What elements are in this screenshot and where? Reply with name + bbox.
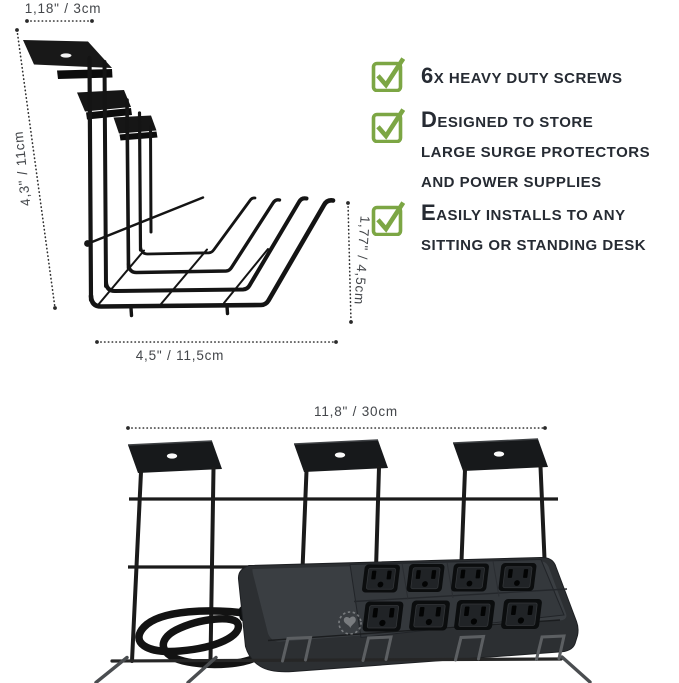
feature-initial: E (421, 200, 437, 225)
feature-line: AND POWER SUPPLIES (421, 174, 602, 191)
screw-hole (61, 53, 72, 57)
power-outlet (362, 565, 401, 593)
cage-rails (128, 499, 558, 567)
screw-hole (167, 453, 177, 458)
feature-item-storage (371, 106, 650, 198)
mount-knob (84, 240, 91, 247)
power-outlet (498, 563, 537, 591)
feature-text (421, 105, 650, 198)
power-outlet (409, 601, 451, 631)
power-outlet (501, 599, 543, 629)
checkbox-check-icon (371, 199, 405, 236)
screw-hole (494, 451, 504, 456)
feature-rest: X HEAVY DUTY SCREWS (433, 70, 623, 87)
tray-product-photo (0, 380, 679, 683)
checkbox-check-icon (371, 106, 405, 143)
feature-rest: ESIGNED TO STORE (437, 114, 594, 131)
screw-hole (335, 452, 345, 457)
power-outlet (362, 602, 404, 632)
power-outlet (451, 564, 490, 592)
feature-initial: 6 (421, 63, 434, 88)
checkbox-check-icon (371, 55, 405, 92)
power-strip (238, 557, 578, 683)
feature-line: LARGE SURGE PROTECTORS (421, 144, 651, 161)
feature-text (421, 198, 646, 261)
feature-rest: ASILY INSTALLS TO ANY (436, 207, 626, 224)
dimension-label-bracket-width: 1,18" / 3cm (24, 1, 102, 16)
feature-text (421, 61, 622, 94)
feature-initial: D (421, 107, 438, 132)
dimension-endpoints (15, 19, 353, 344)
dimension-label-depth: 4,5" / 11,5cm (135, 348, 225, 363)
dimension-lines (17, 21, 351, 342)
power-outlet (406, 564, 445, 592)
power-outlet (454, 600, 496, 630)
feature-item-install (371, 199, 646, 261)
dimension-label-length: 11,8" / 30cm (314, 404, 398, 419)
mounting-brackets (128, 439, 548, 473)
feature-line: SITTING OR STANDING DESK (421, 237, 647, 254)
dimension-line-length (126, 426, 547, 430)
feature-item-screws (371, 55, 622, 94)
dimension-label-height: 4,3" / 11cm (10, 130, 34, 207)
dimension-label-lip-height: 1,77" / 4,5cm (351, 215, 373, 306)
